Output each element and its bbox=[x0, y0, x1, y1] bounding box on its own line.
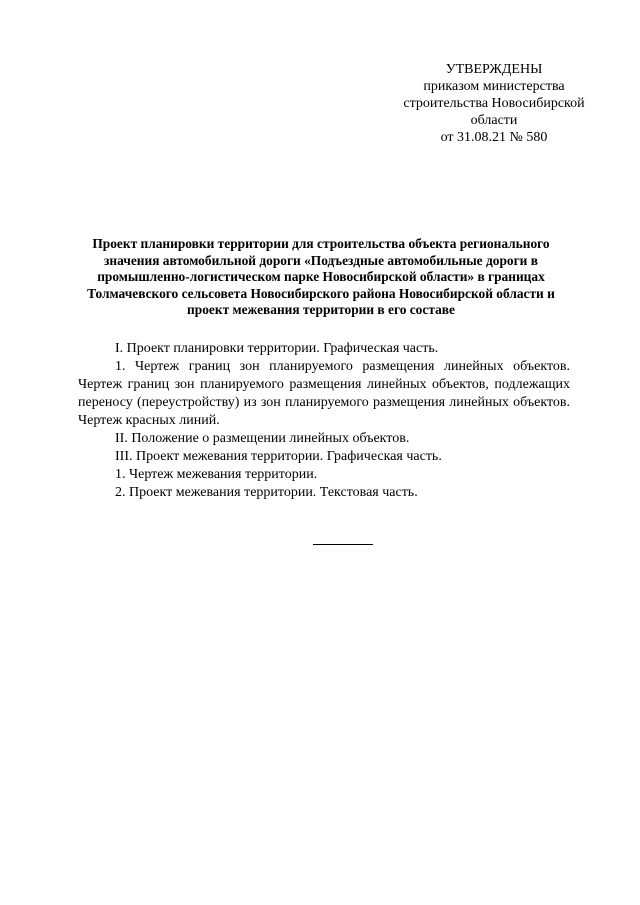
contents-item-drawing-boundaries: 1. Чертеж границ зон планируемого размещения линейных объектов. Чертеж границ зон планируемого размещения линейных объектов, подлежащих переносу (переустройству) из зон планируемого размещения линейных объектов. Чертеж красных линий. bbox=[78, 359, 570, 428]
approval-date-number: от 31.08.21 № 580 bbox=[440, 130, 548, 145]
document-title: Проект планировки территории для строительства объекта регионального значения автомобильной дороги «Подъездные автомобильные дороги в промышленно-логистическом парке Новосибирской области» в границах Толмачевского сельсовета Новосибирского района Новосибирской области и проект межевания территории в его составе bbox=[87, 236, 555, 317]
contents-item-survey-drawing: 1. Чертеж межевания территории. bbox=[115, 467, 318, 482]
contents-list bbox=[78, 340, 570, 502]
contents-item-section-3: III. Проект межевания территории. Графическая часть. bbox=[115, 449, 442, 464]
approval-order-line: приказом министерства bbox=[423, 79, 565, 94]
approval-heading: УТВЕРЖДЕНЫ bbox=[445, 62, 543, 77]
approval-stamp bbox=[388, 61, 600, 146]
contents-item-survey-text: 2. Проект межевания территории. Текстовая часть. bbox=[115, 485, 418, 500]
contents-item-section-2: II. Положение о размещении линейных объектов. bbox=[115, 431, 410, 446]
approval-region-line: области bbox=[470, 113, 518, 128]
approval-ministry-line: строительства Новосибирской bbox=[403, 96, 585, 111]
contents-item-section-1: I. Проект планировки территории. Графическая часть. bbox=[115, 341, 439, 356]
closing-divider bbox=[313, 544, 373, 545]
